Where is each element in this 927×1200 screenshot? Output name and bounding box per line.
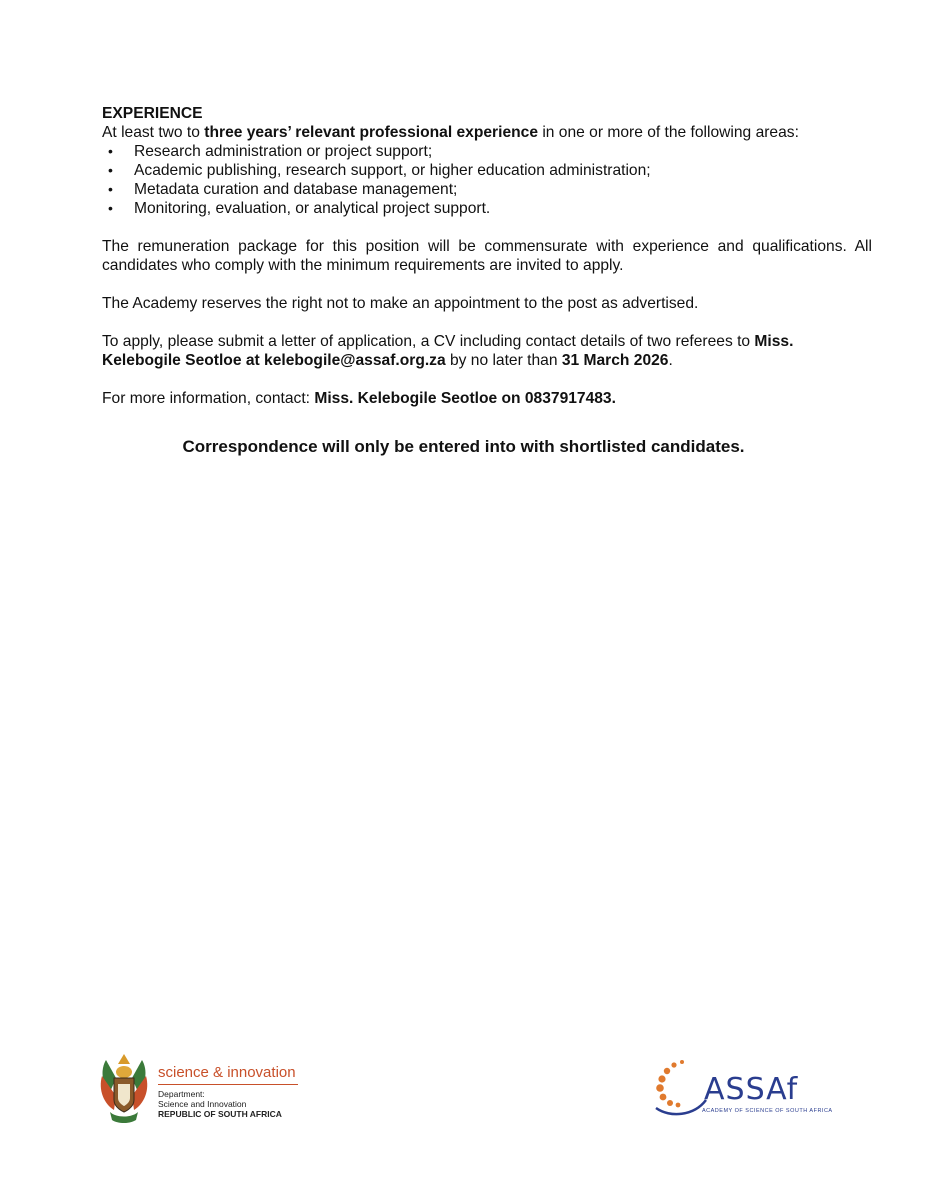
assaf-swirl-icon (652, 1056, 708, 1120)
dsi-text (158, 1064, 298, 1119)
intro-bold: three years’ relevant professional experience (204, 124, 538, 141)
dsi-line1: Department: (158, 1089, 205, 1099)
closing-statement: Correspondence will only be entered into with shortlisted candidates. (182, 437, 745, 456)
dsi-rule (158, 1084, 298, 1085)
experience-list (102, 142, 872, 218)
reserves-paragraph: The Academy reserves the right not to make an appointment to the post as advertised. (102, 295, 699, 312)
dsi-title: science & innovation (158, 1064, 296, 1081)
apply-text: To apply, please submit a letter of application, a CV including contact details of two referees to (102, 333, 755, 350)
experience-heading: EXPERIENCE (102, 105, 203, 122)
remuneration-paragraph: The remuneration package for this position will be commensurate with experience and qualifications. All candidates who comply with the minimum requirements are invited to apply. (102, 238, 872, 274)
assaf-wordmark: ASSAf (704, 1072, 799, 1107)
apply-text-end: . (668, 352, 673, 369)
dsi-line2: Science and Innovation (158, 1099, 247, 1109)
apply-paragraph (102, 332, 872, 370)
apply-deadline: 31 March 2026 (561, 352, 669, 369)
list-item: • Academic publishing, research support, or higher education administration; (102, 161, 872, 180)
assaf-subtitle: ACADEMY OF SCIENCE OF SOUTH AFRICA (702, 1108, 833, 1114)
dsi-line3: REPUBLIC OF SOUTH AFRICA (158, 1109, 282, 1119)
list-item: • Research administration or project support; (102, 142, 872, 161)
list-item: • Metadata curation and database management; (102, 180, 872, 199)
apply-contact: Miss. Kelebogile Seotloe at kelebogile@assaf.org.za (102, 333, 794, 369)
dsi-logo (96, 1050, 336, 1128)
apply-text-mid: by no later than (445, 352, 562, 369)
info-paragraph (102, 389, 872, 408)
info-text: For more information, contact: (102, 390, 315, 407)
document-body (102, 104, 872, 408)
assaf-logo (652, 1052, 832, 1124)
intro-text-end: in one or more of the following areas: (538, 124, 799, 141)
info-contact: Miss. Kelebogile Seotloe on 0837917483. (314, 390, 616, 407)
experience-intro (102, 123, 872, 142)
intro-text: At least two to (102, 124, 205, 141)
coat-of-arms-icon (96, 1050, 152, 1126)
list-item: • Monitoring, evaluation, or analytical project support. (102, 199, 872, 218)
